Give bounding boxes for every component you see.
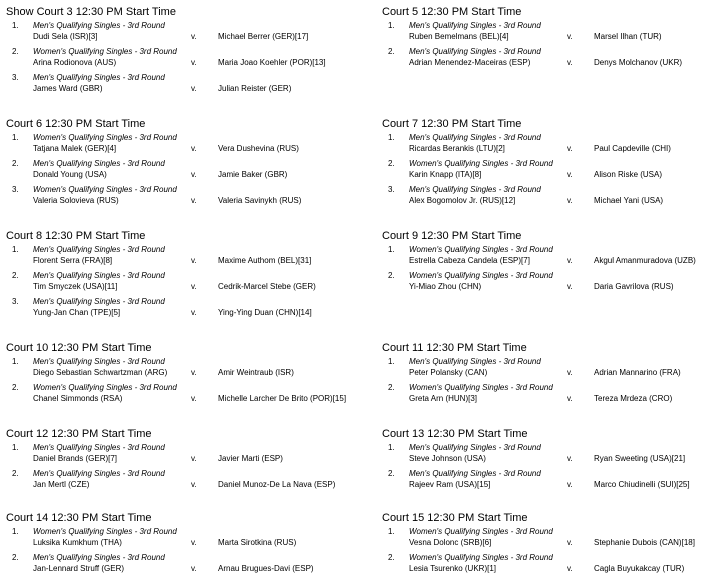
court-title: Court 7 12:30 PM Start Time <box>382 118 522 130</box>
player-one: James Ward (GBR) <box>33 84 103 93</box>
player-two: Michael Berrer (GER)[17] <box>218 32 309 41</box>
match-number: 2. <box>388 47 395 56</box>
match-entry <box>6 244 346 270</box>
player-one: Arina Rodionova (AUS) <box>33 58 117 67</box>
match-entry <box>382 382 722 408</box>
court-block <box>6 118 346 210</box>
versus-label: v. <box>191 308 197 317</box>
match-number: 1. <box>388 245 395 254</box>
player-two: Adrian Mannarino (FRA) <box>594 368 681 377</box>
versus-label: v. <box>567 480 573 489</box>
player-two: Daria Gavrilova (RUS) <box>594 282 674 291</box>
versus-label: v. <box>191 480 197 489</box>
match-entry <box>6 526 346 552</box>
player-one: Dudi Sela (ISR)[3] <box>33 32 98 41</box>
event-name: Men's Qualifying Singles - 3rd Round <box>409 133 541 142</box>
player-two: Amir Weintraub (ISR) <box>218 368 294 377</box>
versus-label: v. <box>191 564 197 573</box>
match-entry <box>382 442 722 468</box>
match-number: 2. <box>388 383 395 392</box>
match-entry <box>6 132 346 158</box>
court-title: Court 10 12:30 PM Start Time <box>6 342 152 354</box>
versus-label: v. <box>191 196 197 205</box>
match-number: 1. <box>388 133 395 142</box>
match-entry <box>6 158 346 184</box>
match-number: 2. <box>12 469 19 478</box>
player-one: Yung-Jan Chan (TPE)[5] <box>33 308 121 317</box>
match-number: 1. <box>12 133 19 142</box>
court-title: Court 12 12:30 PM Start Time <box>6 428 152 440</box>
player-two: Ying-Ying Duan (CHN)[14] <box>218 308 312 317</box>
versus-label: v. <box>567 58 573 67</box>
event-name: Men's Qualifying Singles - 3rd Round <box>33 271 165 280</box>
match-entry <box>382 46 722 72</box>
match-entry <box>6 468 346 494</box>
player-two: Maxime Authom (BEL)[31] <box>218 256 312 265</box>
player-two: Maria Joao Koehler (POR)[13] <box>218 58 326 67</box>
player-two: Paul Capdeville (CHI) <box>594 144 671 153</box>
player-two: Michelle Larcher De Brito (POR)[15] <box>218 394 347 403</box>
court-block <box>6 6 346 98</box>
court-title: Court 14 12:30 PM Start Time <box>6 512 152 524</box>
match-entry <box>6 442 346 468</box>
event-name: Women's Qualifying Singles - 3rd Round <box>33 527 177 536</box>
match-entry <box>6 296 346 322</box>
player-two: Julian Reister (GER) <box>218 84 292 93</box>
match-entry <box>382 526 722 552</box>
match-number: 1. <box>388 357 395 366</box>
versus-label: v. <box>191 32 197 41</box>
player-one: Daniel Brands (GER)[7] <box>33 454 118 463</box>
court-title: Court 15 12:30 PM Start Time <box>382 512 528 524</box>
event-name: Men's Qualifying Singles - 3rd Round <box>33 245 165 254</box>
court-block <box>6 230 346 322</box>
match-entry <box>382 184 722 210</box>
match-number: 2. <box>388 553 395 562</box>
versus-label: v. <box>567 564 573 573</box>
player-two: Cagla Buyukakcay (TUR) <box>594 564 685 573</box>
versus-label: v. <box>191 58 197 67</box>
player-two: Arnau Brugues-Davi (ESP) <box>218 564 314 573</box>
player-two: Marco Chiudinelli (SUI)[25] <box>594 480 690 489</box>
player-two: Stephanie Dubois (CAN)[18] <box>594 538 695 547</box>
versus-label: v. <box>191 170 197 179</box>
match-entry <box>6 20 346 46</box>
event-name: Men's Qualifying Singles - 3rd Round <box>409 185 541 194</box>
versus-label: v. <box>191 144 197 153</box>
event-name: Women's Qualifying Singles - 3rd Round <box>409 271 553 280</box>
match-entry <box>382 270 722 296</box>
event-name: Men's Qualifying Singles - 3rd Round <box>409 469 541 478</box>
event-name: Women's Qualifying Singles - 3rd Round <box>409 245 553 254</box>
player-one: Tim Smyczek (USA)[11] <box>33 282 118 291</box>
event-name: Women's Qualifying Singles - 3rd Round <box>33 47 177 56</box>
player-two: Akgul Amanmuradova (UZB) <box>594 256 696 265</box>
player-one: Tatjana Malek (GER)[4] <box>33 144 117 153</box>
court-block <box>382 512 722 578</box>
player-two: Javier Marti (ESP) <box>218 454 283 463</box>
event-name: Women's Qualifying Singles - 3rd Round <box>409 383 553 392</box>
player-one: Adrian Menendez-Maceiras (ESP) <box>409 58 531 67</box>
event-name: Men's Qualifying Singles - 3rd Round <box>33 357 165 366</box>
court-title: Show Court 3 12:30 PM Start Time <box>6 6 176 18</box>
match-number: 2. <box>12 159 19 168</box>
event-name: Men's Qualifying Singles - 3rd Round <box>409 357 541 366</box>
match-number: 1. <box>12 527 19 536</box>
match-number: 1. <box>388 21 395 30</box>
match-number: 1. <box>12 21 19 30</box>
match-entry <box>382 132 722 158</box>
player-two: Valeria Savinykh (RUS) <box>218 196 302 205</box>
court-block <box>382 6 722 72</box>
match-number: 3. <box>12 73 19 82</box>
versus-label: v. <box>567 368 573 377</box>
player-one: Alex Bogomolov Jr. (RUS)[12] <box>409 196 516 205</box>
versus-label: v. <box>191 256 197 265</box>
player-two: Marta Sirotkina (RUS) <box>218 538 297 547</box>
player-one: Florent Serra (FRA)[8] <box>33 256 113 265</box>
versus-label: v. <box>191 394 197 403</box>
player-two: Daniel Munoz-De La Nava (ESP) <box>218 480 336 489</box>
court-block <box>382 118 722 210</box>
event-name: Men's Qualifying Singles - 3rd Round <box>33 73 165 82</box>
court-title: Court 5 12:30 PM Start Time <box>382 6 522 18</box>
event-name: Men's Qualifying Singles - 3rd Round <box>33 159 165 168</box>
versus-label: v. <box>191 84 197 93</box>
player-one: Luksika Kumkhum (THA) <box>33 538 122 547</box>
court-title: Court 8 12:30 PM Start Time <box>6 230 146 242</box>
player-two: Jamie Baker (GBR) <box>218 170 288 179</box>
court-title: Court 9 12:30 PM Start Time <box>382 230 522 242</box>
player-one: Estrella Cabeza Candela (ESP)[7] <box>409 256 530 265</box>
event-name: Men's Qualifying Singles - 3rd Round <box>409 443 541 452</box>
court-block <box>382 342 722 408</box>
event-name: Women's Qualifying Singles - 3rd Round <box>409 527 553 536</box>
player-two: Cedrik-Marcel Stebe (GER) <box>218 282 316 291</box>
player-one: Chanel Simmonds (RSA) <box>33 394 123 403</box>
match-entry <box>382 244 722 270</box>
event-name: Women's Qualifying Singles - 3rd Round <box>409 159 553 168</box>
versus-label: v. <box>567 394 573 403</box>
versus-label: v. <box>567 282 573 291</box>
match-entry <box>6 46 346 72</box>
match-number: 3. <box>388 185 395 194</box>
match-entry <box>382 356 722 382</box>
player-one: Ruben Bemelmans (BEL)[4] <box>409 32 509 41</box>
player-two: Vera Dushevina (RUS) <box>218 144 299 153</box>
player-one: Diego Sebastian Schwartzman (ARG) <box>33 368 168 377</box>
player-one: Jan-Lennard Struff (GER) <box>33 564 125 573</box>
player-one: Ricardas Berankis (LTU)[2] <box>409 144 505 153</box>
match-number: 3. <box>12 297 19 306</box>
player-two: Tereza Mrdeza (CRO) <box>594 394 673 403</box>
versus-label: v. <box>567 32 573 41</box>
court-block <box>6 428 346 494</box>
match-number: 2. <box>12 47 19 56</box>
match-number: 2. <box>12 553 19 562</box>
versus-label: v. <box>191 282 197 291</box>
court-title: Court 6 12:30 PM Start Time <box>6 118 146 130</box>
versus-label: v. <box>191 368 197 377</box>
court-title: Court 13 12:30 PM Start Time <box>382 428 528 440</box>
event-name: Men's Qualifying Singles - 3rd Round <box>409 47 541 56</box>
versus-label: v. <box>567 256 573 265</box>
versus-label: v. <box>567 538 573 547</box>
court-block <box>6 342 346 408</box>
event-name: Women's Qualifying Singles - 3rd Round <box>33 383 177 392</box>
event-name: Men's Qualifying Singles - 3rd Round <box>33 469 165 478</box>
event-name: Men's Qualifying Singles - 3rd Round <box>33 553 165 562</box>
versus-label: v. <box>567 170 573 179</box>
player-one: Jan Mertl (CZE) <box>33 480 90 489</box>
match-entry <box>6 72 346 98</box>
court-block <box>382 428 722 494</box>
match-number: 1. <box>388 443 395 452</box>
player-two: Marsel Ilhan (TUR) <box>594 32 662 41</box>
player-two: Denys Molchanov (UKR) <box>594 58 683 67</box>
match-number: 1. <box>12 357 19 366</box>
versus-label: v. <box>191 538 197 547</box>
player-one: Yi-Miao Zhou (CHN) <box>409 282 482 291</box>
event-name: Men's Qualifying Singles - 3rd Round <box>409 21 541 30</box>
event-name: Men's Qualifying Singles - 3rd Round <box>33 297 165 306</box>
player-one: Peter Polansky (CAN) <box>409 368 488 377</box>
match-entry <box>6 270 346 296</box>
match-number: 1. <box>12 443 19 452</box>
player-one: Steve Johnson (USA) <box>409 454 486 463</box>
court-title: Court 11 12:30 PM Start Time <box>382 342 527 354</box>
match-entry <box>382 158 722 184</box>
match-entry <box>6 382 346 408</box>
match-number: 2. <box>12 271 19 280</box>
player-two: Michael Yani (USA) <box>594 196 664 205</box>
event-name: Men's Qualifying Singles - 3rd Round <box>33 21 165 30</box>
versus-label: v. <box>567 196 573 205</box>
match-number: 2. <box>388 159 395 168</box>
event-name: Women's Qualifying Singles - 3rd Round <box>409 553 553 562</box>
player-one: Lesia Tsurenko (UKR)[1] <box>409 564 496 573</box>
player-one: Donald Young (USA) <box>33 170 107 179</box>
player-two: Alison Riske (USA) <box>594 170 663 179</box>
player-one: Karin Knapp (ITA)[8] <box>409 170 482 179</box>
versus-label: v. <box>191 454 197 463</box>
match-entry <box>6 356 346 382</box>
player-two: Ryan Sweeting (USA)[21] <box>594 454 686 463</box>
match-entry <box>6 552 346 578</box>
event-name: Women's Qualifying Singles - 3rd Round <box>33 133 177 142</box>
event-name: Men's Qualifying Singles - 3rd Round <box>33 443 165 452</box>
match-number: 1. <box>12 245 19 254</box>
versus-label: v. <box>567 144 573 153</box>
match-number: 3. <box>12 185 19 194</box>
player-one: Rajeev Ram (USA)[15] <box>409 480 491 489</box>
match-number: 2. <box>388 271 395 280</box>
player-one: Valeria Solovieva (RUS) <box>33 196 119 205</box>
match-number: 1. <box>388 527 395 536</box>
court-block <box>6 512 346 578</box>
match-number: 2. <box>12 383 19 392</box>
player-one: Vesna Dolonc (SRB)[6] <box>409 538 492 547</box>
player-one: Greta Arn (HUN)[3] <box>409 394 478 403</box>
match-entry <box>382 468 722 494</box>
match-number: 2. <box>388 469 395 478</box>
match-entry <box>382 552 722 578</box>
match-entry <box>6 184 346 210</box>
match-entry <box>382 20 722 46</box>
court-block <box>382 230 722 296</box>
event-name: Women's Qualifying Singles - 3rd Round <box>33 185 177 194</box>
versus-label: v. <box>567 454 573 463</box>
